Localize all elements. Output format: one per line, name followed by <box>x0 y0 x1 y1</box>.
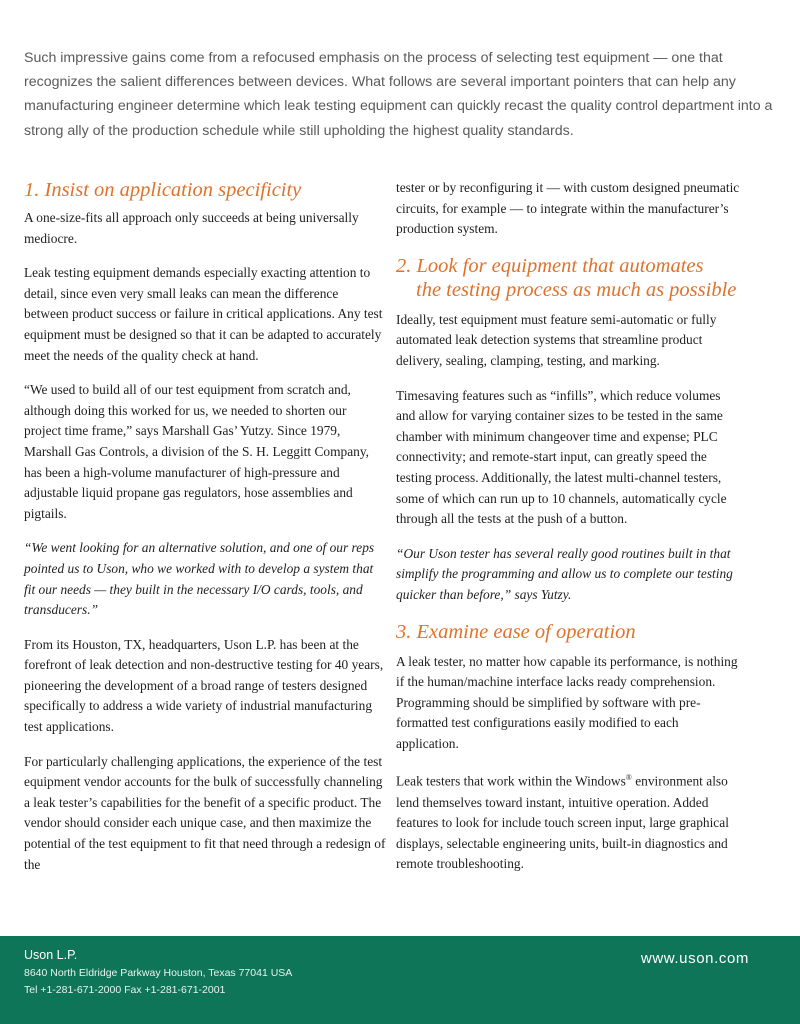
footer-company-name: Uson L.P. <box>24 948 78 962</box>
footer-address: 8640 North Eldridge Parkway Houston, Texas 77041 USA <box>24 967 293 979</box>
footer-phone-fax: Tel +1-281-671-2000 Fax +1-281-671-2001 <box>24 984 226 996</box>
paragraph: A one-size-fits all approach only succeeds at being universally mediocre. <box>24 210 359 246</box>
text-run: environment also lend themselves toward instant, intuitive operation. Added features to look for include touch screen input, large graphical displays, selectable engineering units, built-in diagnostics and remote troubleshooting. <box>396 773 729 872</box>
paragraph: Leak testing equipment demands especially exacting attention to detail, since even very small leaks can mean the difference between product success or failure in critical applications. Any test equipment must be designed so that it can be adapted to accurately meet the needs of the quality check at hand. <box>24 265 383 363</box>
paragraph: Timesaving features such as “infills”, which reduce volumes and allow for varying container sizes to be tested in the same chamber with minimum changeover time and expense; PLC connectivity; and remote-start input, can greatly speed the testing process. Additionally, the latest multi-channel testers, some of which can run up to 10 channels, automatically cycle through all the tests at the push of a button. <box>396 387 727 527</box>
left-column <box>24 178 386 889</box>
footer-website-link[interactable]: www.uson.com <box>640 950 749 967</box>
paragraph: “We used to build all of our test equipment from scratch and, although doing this worked for us, we needed to shorten our project time frame,” says Marshall Gas’ Yutzy. Since 1979, Marshall Gas Controls, a division of the S. H. Leggitt Company, has been a high-volume manufacturer of high-pressure and adjustable liquid propane gas regulators, hose assemblies and pigtails. <box>24 382 370 521</box>
paragraph <box>396 768 742 874</box>
footer-bar <box>0 936 800 1024</box>
paragraph: A leak tester, no matter how capable its performance, is nothing if the human/machine interface lacks ready comprehension. Programming should be simplified by software with pre-formatted test configurations easily modified to each application. <box>396 653 738 751</box>
intro-paragraph: Such impressive gains come from a refocused emphasis on the process of selecting test equipment — one that recognizes the salient differences between devices. What follows are several important pointers that can help any manufacturing engineer determine which leak testing equipment can quickly recast the quality control department into a strong ally of the production schedule while still upholding the highest quality standards. <box>24 50 773 139</box>
heading-line: 2. Look for equipment that automates <box>396 254 704 277</box>
registered-mark: ® <box>625 773 632 783</box>
section-heading-2 <box>396 254 742 302</box>
section-heading-1: 1. Insist on application specificity <box>24 179 302 201</box>
paragraph: From its Houston, TX, headquarters, Uson L.P. has been at the forefront of leak detection and non-destructive testing for 40 years, pioneering the development of a broad range of testers designed specifically to address a wide variety of industrial manufacturing test applications. <box>24 636 384 735</box>
paragraph: Ideally, test equipment must feature semi-automatic or fully automated leak detection systems that streamline product delivery, sealing, clamping, testing, and marking. <box>396 311 717 368</box>
paragraph: For particularly challenging applications, the experience of the test equipment vendor accounts for the bulk of successfully channeling a leak tester’s capabilities for the benefit of a specific product. The vendor should consider each unique case, and then maximize the potential of the test equipment to fit that need through a redesign of the <box>24 753 386 872</box>
heading-line: the testing process as much as possible <box>416 278 737 301</box>
pull-quote: “We went looking for an alternative solution, and one of our reps pointed us to Uson, who we worked with to develop a system that fit our needs — they built in the necessary I/O cards, tools, and transducers.” <box>24 540 375 618</box>
section-heading-3: 3. Examine ease of operation <box>396 620 636 643</box>
text-run: Leak testers that work within the Windows <box>396 773 626 789</box>
pull-quote: “Our Uson tester has several really good routines built in that simplify the programming and allow us to complete our testing quicker than before,” says Yutzy. <box>396 545 733 602</box>
right-column <box>396 178 742 889</box>
paragraph: tester or by reconfiguring it — with custom designed pneumatic circuits, for example — to integrate within the manufacturer’s production system. <box>396 180 740 237</box>
